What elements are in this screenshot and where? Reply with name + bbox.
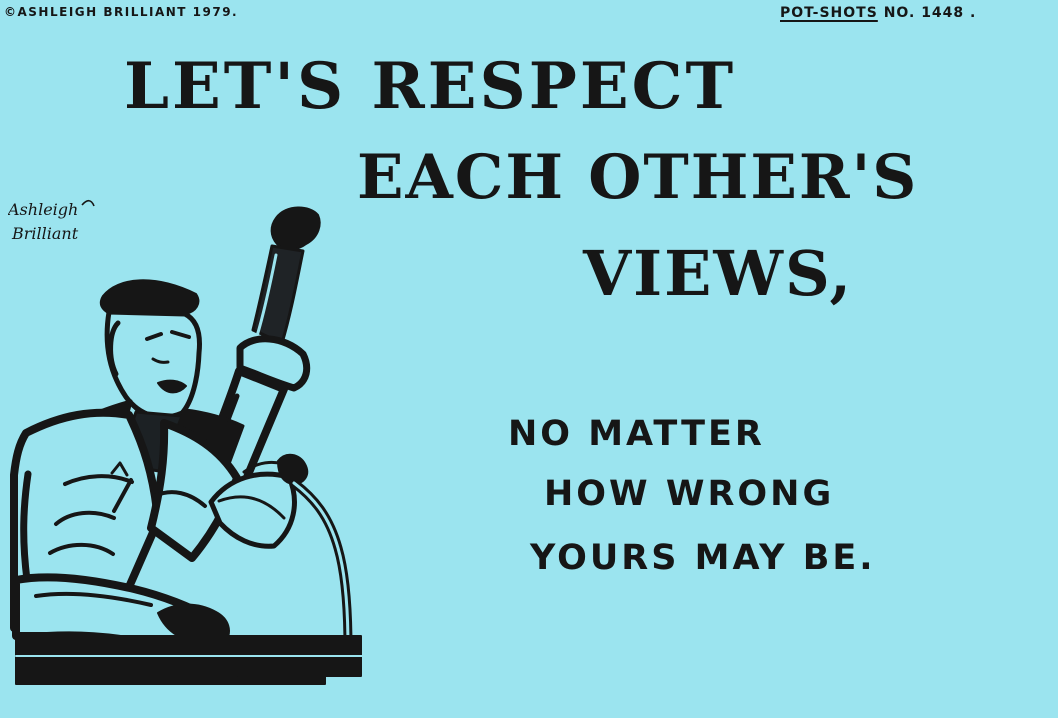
subline-line-1: NO MATTER [508, 414, 765, 454]
series-number: NO. 1448 . [883, 5, 977, 21]
headline-line-2: EACH OTHER'S [357, 142, 919, 213]
signature-first-name: Ashleigh [8, 200, 79, 219]
headline-line-1: LET'S RESPECT [124, 49, 737, 124]
signature-last-name: Brilliant [12, 224, 79, 243]
headline-line-3: VIEWS, [583, 237, 854, 310]
subline-line-2: HOW WRONG [544, 474, 835, 514]
series-label [780, 5, 976, 21]
series-name: POT-SHOTS [780, 5, 878, 21]
copyright-notice: ©ASHLEIGH BRILLIANT 1979. [4, 5, 239, 19]
speaker-at-podium-illustration-icon [8, 198, 368, 698]
subline-line-3: YOURS MAY BE. [530, 538, 876, 578]
